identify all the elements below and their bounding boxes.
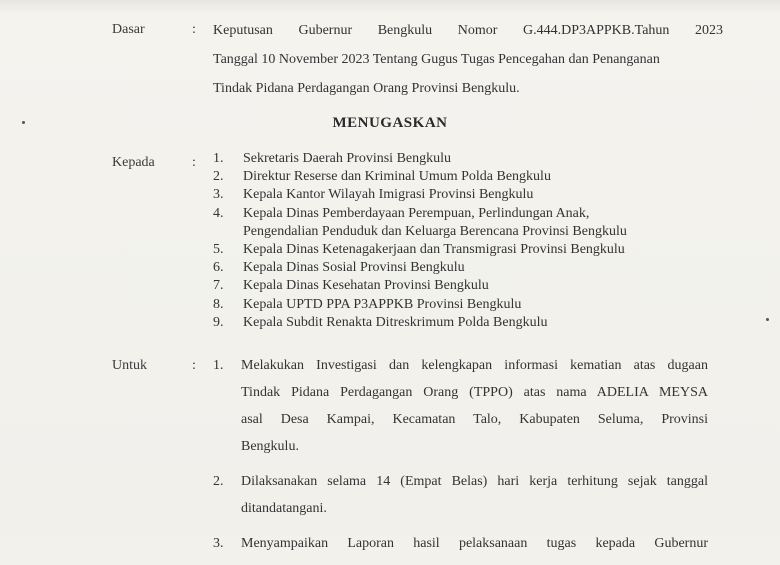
untuk-colon: : (192, 358, 196, 373)
item-text: asal Desa Kampai, Kecamatan Talo, Kabupaten Seluma, Provinsi (241, 412, 708, 427)
item-text: Melakukan Investigasi dan kelengkapan informasi kematian atas dugaan (241, 358, 708, 373)
item-text: Tindak Pidana Perdagangan Orang (TPPO) atas nama ADELIA MEYSA (241, 385, 708, 400)
item-number: 7. (213, 278, 224, 294)
scan-speck (766, 318, 769, 321)
item-number: 8. (213, 296, 224, 312)
list-item (213, 205, 733, 223)
item-number: 1. (213, 151, 224, 166)
item-number: 3. (213, 536, 224, 551)
kepada-list (213, 150, 733, 332)
list-item-continuation (213, 223, 733, 241)
list-item (213, 241, 733, 259)
item-body (241, 530, 708, 557)
item-text: Dilaksanakan selama 14 (Empat Belas) hari kerja terhitung sejak tanggal (241, 474, 708, 489)
list-item (213, 352, 708, 460)
item-number: 3. (213, 187, 224, 203)
item-text: Kepala Dinas Sosial Provinsi Bengkulu (243, 260, 465, 276)
item-number: 2. (213, 474, 224, 489)
item-text: Kepala Dinas Pemberdayaan Perempuan, Perlindungan Anak, (243, 205, 590, 221)
untuk-list (213, 352, 708, 565)
item-text: Sekretaris Daerah Provinsi Bengkulu (243, 151, 452, 166)
kepada-colon: : (192, 155, 196, 170)
item-text: Kepala Dinas Kesehatan Provinsi Bengkulu (243, 278, 489, 294)
item-number: 5. (213, 242, 224, 258)
item-text: Menyampaikan Laporan hasil pelaksanaan tugas kepada Gubernur (241, 536, 708, 551)
list-item (213, 314, 733, 332)
item-number: 2. (213, 169, 224, 185)
list-item (213, 168, 733, 186)
dasar-label: Dasar (112, 22, 145, 37)
item-body (241, 468, 708, 522)
item-text: Pengendalian Penduduk dan Keluarga Berencana Provinsi Bengkulu (243, 223, 627, 239)
list-item (213, 530, 708, 557)
item-body (241, 352, 708, 460)
list-item (213, 296, 733, 314)
dasar-colon: : (192, 22, 196, 37)
item-number: 1. (213, 358, 224, 373)
dasar-line: Tanggal 10 November 2023 Tentang Gugus Tugas Pencegahan dan Penanganan (213, 52, 660, 67)
list-item (213, 150, 733, 168)
item-text: Kepala Subdit Renakta Ditreskrimum Polda Bengkulu (243, 314, 548, 330)
item-number: 4. (213, 205, 224, 221)
item-text: Kepala UPTD PPA P3APPKB Provinsi Bengkulu (243, 296, 522, 312)
item-text: Kepala Kantor Wilayah Imigrasi Provinsi Bengkulu (243, 187, 534, 203)
item-text: ditandatangani. (241, 501, 327, 516)
list-item (213, 468, 708, 522)
section-heading: MENUGASKAN (332, 115, 448, 131)
scan-speck (22, 121, 25, 124)
list-item (213, 186, 733, 204)
dasar-line: Keputusan Gubernur Bengkulu Nomor G.444.DP3APPKB.Tahun 2023 (213, 23, 723, 38)
item-number: 6. (213, 260, 224, 276)
untuk-label: Untuk (112, 358, 147, 373)
kepada-label: Kepada (112, 155, 155, 170)
item-text: Direktur Reserse dan Kriminal Umum Polda Bengkulu (243, 169, 551, 185)
item-text: Bengkulu. (241, 439, 299, 454)
dasar-line: Tindak Pidana Perdagangan Orang Provinsi Bengkulu. (213, 81, 520, 96)
dasar-text (213, 16, 723, 103)
page-top-edge (0, 0, 780, 12)
list-item (213, 277, 733, 295)
item-text: Kepala Dinas Ketenagakerjaan dan Transmigrasi Provinsi Bengkulu (243, 242, 625, 258)
list-item (213, 259, 733, 277)
item-number: 9. (213, 314, 224, 330)
